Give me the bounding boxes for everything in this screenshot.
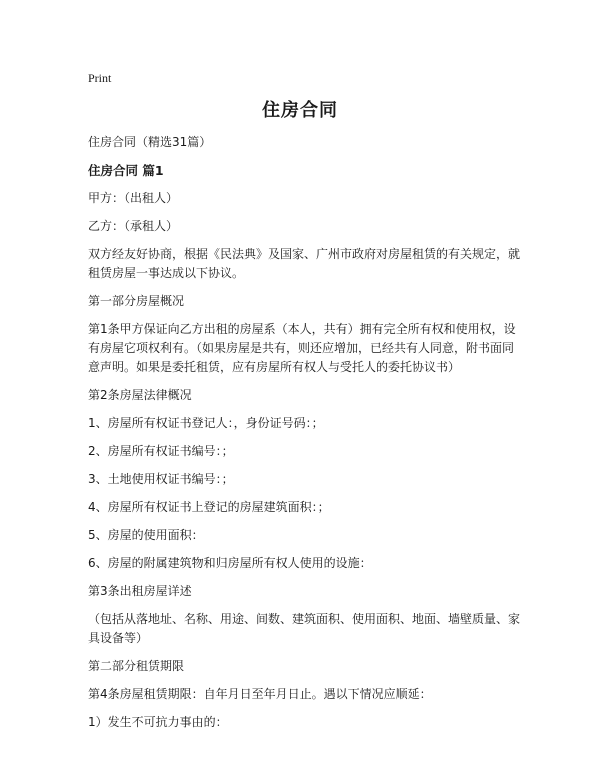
paragraph-article-3-detail: （包括从落地址、名称、用途、间数、建筑面积、使用面积、地面、墙壁质量、家具设备等） <box>88 612 521 645</box>
document-title: 住房合同 <box>262 100 338 121</box>
paragraph-party-a: 甲方：（出租人） <box>88 191 179 205</box>
paragraph-item-2: 2、房屋所有权证书编号：； <box>88 444 234 458</box>
paragraph-party-b: 乙方：（承租人） <box>88 219 179 233</box>
paragraph-part-two-heading: 第二部分租赁期限 <box>88 659 185 673</box>
paragraph-intro: 双方经友好协商，根据《民法典》及国家、广州市政府对房屋租赁的有关规定，就租赁房屋一事达成以下协议。 <box>88 247 521 280</box>
paragraph-item-1: 1、房屋所有权证书登记人：，身份证号码：； <box>88 416 324 430</box>
paragraph-article-1: 第1条甲方保证向乙方出租的房屋系（本人，共有）拥有完全所有权和使用权，设有房屋它项权利有。（如果房屋是共有，则还应增加，已经共有人同意，附书面同意声明。如果是委托租赁，应有房屋所有权人与受托人的委托协议书） <box>88 322 516 374</box>
print-link[interactable]: Print <box>88 71 112 85</box>
paragraph-item-4: 4、房屋所有权证书上登记的房屋建筑面积：； <box>88 500 330 514</box>
paragraph-item-3: 3、土地使用权证书编号：； <box>88 472 234 486</box>
paragraph-article-4-item-1: 1）发生不可抗力事由的： <box>88 715 228 729</box>
paragraph-article-3-heading: 第3条出租房屋详述 <box>88 584 192 598</box>
document-subtitle: 住房合同（精选31篇） <box>88 135 212 149</box>
paragraph-article-4: 第4条房屋租赁期限：自年月日至年月日止。遇以下情况应顺延： <box>88 687 432 701</box>
section-heading: 住房合同 篇1 <box>88 163 164 178</box>
paragraph-item-5: 5、房屋的使用面积： <box>88 528 204 542</box>
paragraph-article-2-heading: 第2条房屋法律概况 <box>88 388 192 402</box>
document-body <box>88 133 520 741</box>
paragraph-item-6: 6、房屋的附属建筑物和归房屋所有权人使用的设施： <box>88 556 372 570</box>
paragraph-part-one-heading: 第一部分房屋概况 <box>88 294 185 308</box>
